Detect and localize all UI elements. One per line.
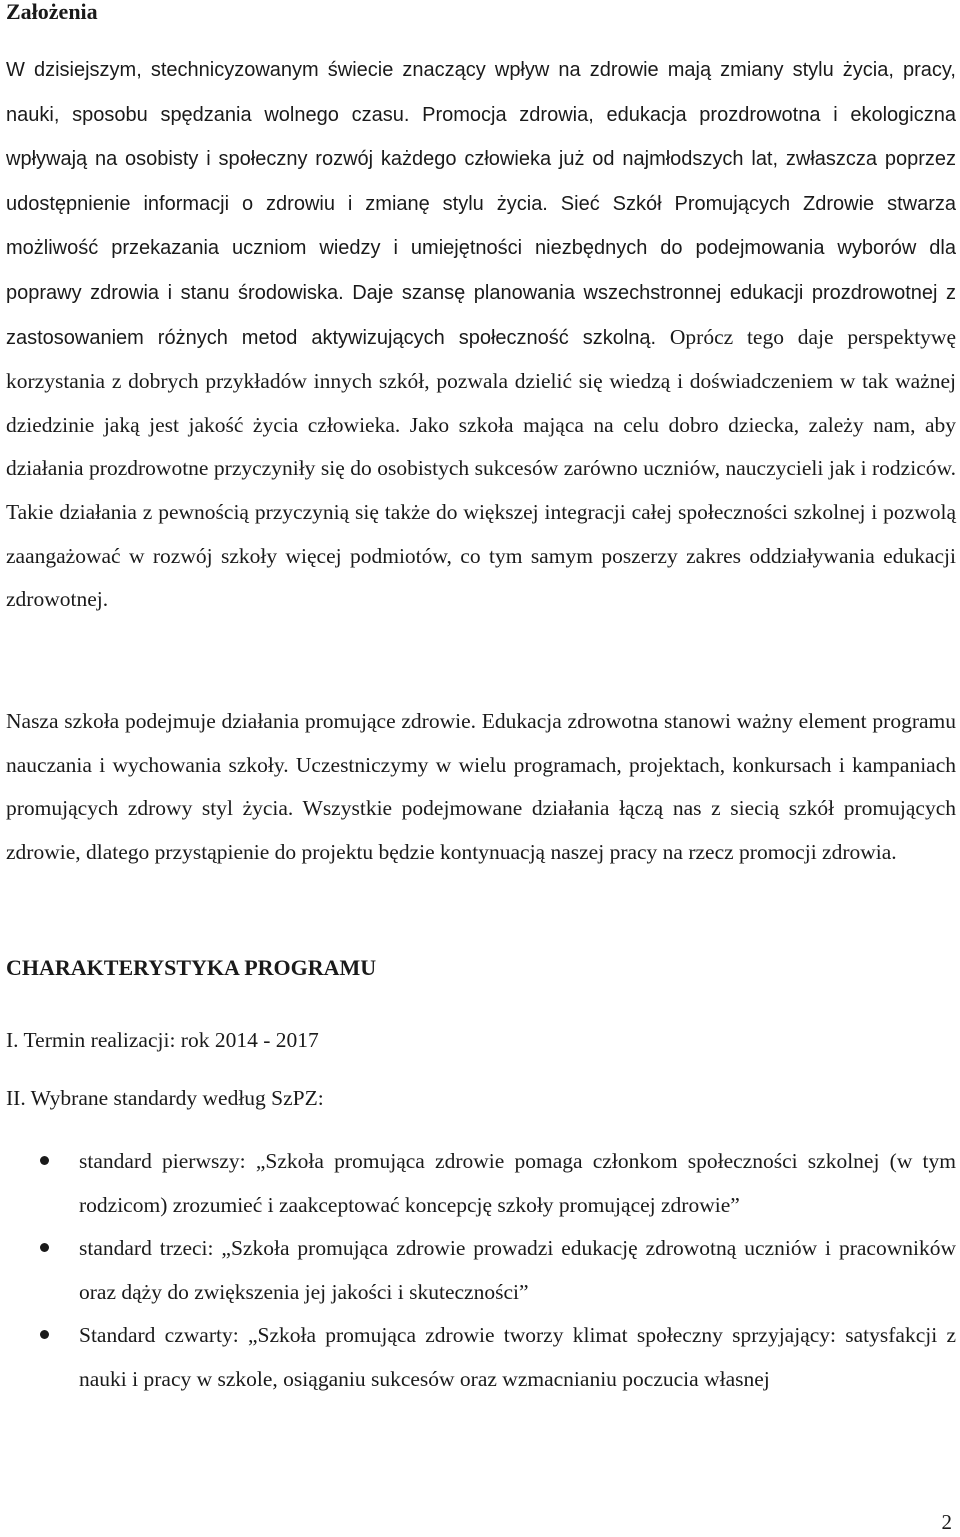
- list-item: [6, 1227, 956, 1314]
- standard-text: standard trzeci: „Szkoła promująca zdrowie prowadzi edukację zdrowotną uczniów i pracowników oraz dąży do zwiększenia jej jakości i skuteczności”: [79, 1236, 956, 1304]
- standard-text: standard pierwszy: „Szkoła promująca zdrowie pomaga członkom społeczności szkolnej (w tym rodzicom) zrozumieć i zaakceptować koncepcję szkoły promującej zdrowie”: [79, 1149, 956, 1217]
- item-term: I. Termin realizacji: rok 2014 - 2017: [6, 1028, 319, 1052]
- list-item: [6, 1314, 956, 1401]
- section-title: CHARAKTERYSTYKA PROGRAMU: [6, 955, 377, 980]
- bullet-icon: [40, 1243, 49, 1252]
- paragraph-school-actions: Nasza szkoła podejmuje działania promujące zdrowie. Edukacja zdrowotna stanowi ważny element programu nauczania i wychowania szkoły. Uczestniczymy w wielu programach, projektach, konkursach i kampaniach promujących zdrowy styl życia. Wszystkie podejmowane działania łączą nas z siecią szkół promujących zdrowie, dlatego przystąpienie do projektu będzie kontynuacją naszej pracy na rzecz promocji zdrowia.: [6, 709, 956, 864]
- page-number: 2: [941, 1510, 952, 1534]
- paragraph-intro: [6, 48, 956, 622]
- list-item: [6, 1140, 956, 1227]
- bullet-icon: [40, 1156, 49, 1165]
- bullet-icon: [40, 1330, 49, 1339]
- paragraph-intro-part2: Oprócz tego daje perspektywę korzystania z dobrych przykładów innych szkół, pozwala dzielić się wiedzą i doświadczeniem w tak ważnej dziedzinie jaką jest jakość życia człowieka. Jako szkoła mająca na celu dobro dziecka, zależy nam, aby działania prozdrowotne przyczyniły się do osobistych sukcesów zarówno uczniów, nauczycieli jak i rodziców. Takie działania z pewnością przyczynią się także do większej integracji całej społeczności szkolnej i pozwolą zaangażować w rozwój szkoły więcej podmiotów, co tym samym poszerzy zakres oddziaływania edukacji zdrowotnej.: [6, 324, 956, 612]
- paragraph-intro-part1: W dzisiejszym, stechnicyzowanym świecie znaczący wpływ na zdrowie mają zmiany stylu życia, pracy, nauki, sposobu spędzania wolnego czasu. Promocja zdrowia, edukacja prozdrowotna i ekologiczna wpływają na osobisty i społeczny rozwój każdego człowieka już od najmłodszych lat, zwłaszcza poprzez udostępnienie informacji o zdrowiu i zmianę stylu życia. Sieć Szkół Promujących Zdrowie stwarza możliwość przekazania uczniom wiedzy i umiejętności niezbędnych do podejmowania wyborów dla poprawy zdrowia i stanu środowiska. Daje szansę planowania wszechstronnej edukacji prozdrowotnej z zastosowaniem różnych metod aktywizujących społeczność szkolną.: [6, 59, 956, 349]
- standard-text: Standard czwarty: „Szkoła promująca zdrowie tworzy klimat społeczny sprzyjający: satysfakcji z nauki i pracy w szkole, osiąganiu sukcesów oraz wzmacnianiu poczucia własnej: [79, 1323, 956, 1391]
- item-standards: II. Wybrane standardy według SzPZ:: [6, 1086, 324, 1110]
- standards-list: [6, 1140, 956, 1402]
- heading-zalozenia: Założenia: [6, 0, 98, 24]
